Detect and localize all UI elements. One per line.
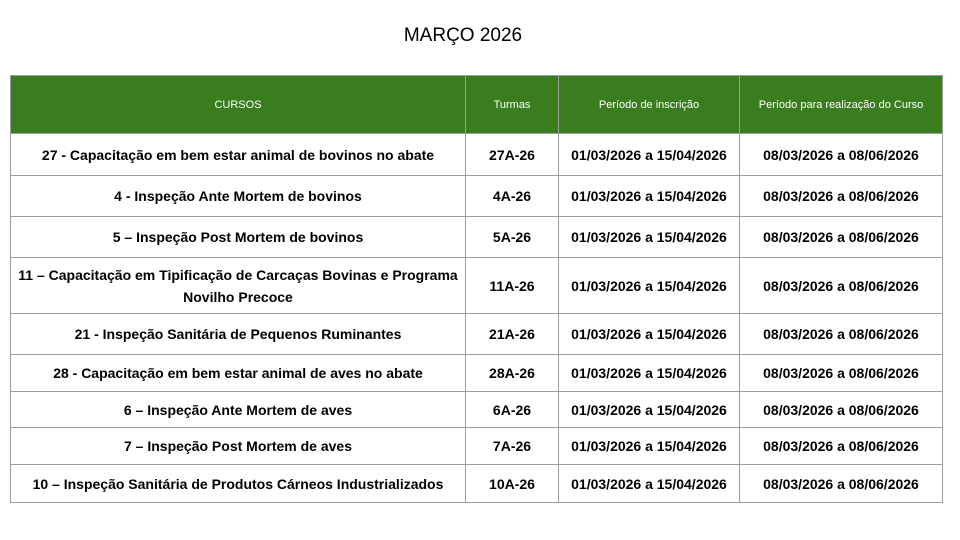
enrollment-period: 01/03/2026 a 15/04/2026 — [559, 465, 740, 503]
enrollment-period: 01/03/2026 a 15/04/2026 — [559, 355, 740, 392]
enrollment-period: 01/03/2026 a 15/04/2026 — [559, 258, 740, 314]
table-body — [11, 134, 943, 503]
enrollment-period: 01/03/2026 a 15/04/2026 — [559, 176, 740, 217]
class-code: 10A-26 — [466, 465, 559, 503]
enrollment-period: 01/03/2026 a 15/04/2026 — [559, 428, 740, 465]
course-name: 5 – Inspeção Post Mortem de bovinos — [11, 217, 466, 258]
header-courses: CURSOS — [11, 76, 466, 134]
realization-period: 08/03/2026 a 08/06/2026 — [740, 465, 943, 503]
header-enrollment-period: Período de inscrição — [559, 76, 740, 134]
course-name: 27 - Capacitação em bem estar animal de bovinos no abate — [11, 134, 466, 176]
course-name: 10 – Inspeção Sanitária de Produtos Cárneos Industrializados — [11, 465, 466, 503]
courses-table — [10, 75, 943, 503]
table-row — [11, 465, 943, 503]
table-row — [11, 355, 943, 392]
header-classes: Turmas — [466, 76, 559, 134]
class-code: 11A-26 — [466, 258, 559, 314]
header-row — [11, 76, 943, 134]
course-name: 21 - Inspeção Sanitária de Pequenos Ruminantes — [11, 314, 466, 355]
table-header — [11, 76, 943, 134]
class-code: 6A-26 — [466, 392, 559, 428]
course-name: 11 – Capacitação em Tipificação de Carcaças Bovinas e Programa Novilho Precoce — [11, 258, 466, 314]
page-title: MARÇO 2026 — [403, 25, 523, 46]
realization-period: 08/03/2026 a 08/06/2026 — [740, 258, 943, 314]
realization-period: 08/03/2026 a 08/06/2026 — [740, 217, 943, 258]
header-realization-period: Período para realização do Curso — [740, 76, 943, 134]
course-name: 6 – Inspeção Ante Mortem de aves — [11, 392, 466, 428]
course-name: 4 - Inspeção Ante Mortem de bovinos — [11, 176, 466, 217]
class-code: 28A-26 — [466, 355, 559, 392]
table-row — [11, 314, 943, 355]
realization-period: 08/03/2026 a 08/06/2026 — [740, 392, 943, 428]
realization-period: 08/03/2026 a 08/06/2026 — [740, 428, 943, 465]
table-row — [11, 134, 943, 176]
class-code: 27A-26 — [466, 134, 559, 176]
class-code: 21A-26 — [466, 314, 559, 355]
class-code: 5A-26 — [466, 217, 559, 258]
realization-period: 08/03/2026 a 08/06/2026 — [740, 134, 943, 176]
course-name: 7 – Inspeção Post Mortem de aves — [11, 428, 466, 465]
enrollment-period: 01/03/2026 a 15/04/2026 — [559, 134, 740, 176]
table-row — [11, 428, 943, 465]
enrollment-period: 01/03/2026 a 15/04/2026 — [559, 314, 740, 355]
realization-period: 08/03/2026 a 08/06/2026 — [740, 176, 943, 217]
enrollment-period: 01/03/2026 a 15/04/2026 — [559, 392, 740, 428]
realization-period: 08/03/2026 a 08/06/2026 — [740, 355, 943, 392]
enrollment-period: 01/03/2026 a 15/04/2026 — [559, 217, 740, 258]
class-code: 4A-26 — [466, 176, 559, 217]
table-row — [11, 217, 943, 258]
class-code: 7A-26 — [466, 428, 559, 465]
course-name: 28 - Capacitação em bem estar animal de aves no abate — [11, 355, 466, 392]
table-row — [11, 258, 943, 314]
table-row — [11, 392, 943, 428]
realization-period: 08/03/2026 a 08/06/2026 — [740, 314, 943, 355]
table-row — [11, 176, 943, 217]
